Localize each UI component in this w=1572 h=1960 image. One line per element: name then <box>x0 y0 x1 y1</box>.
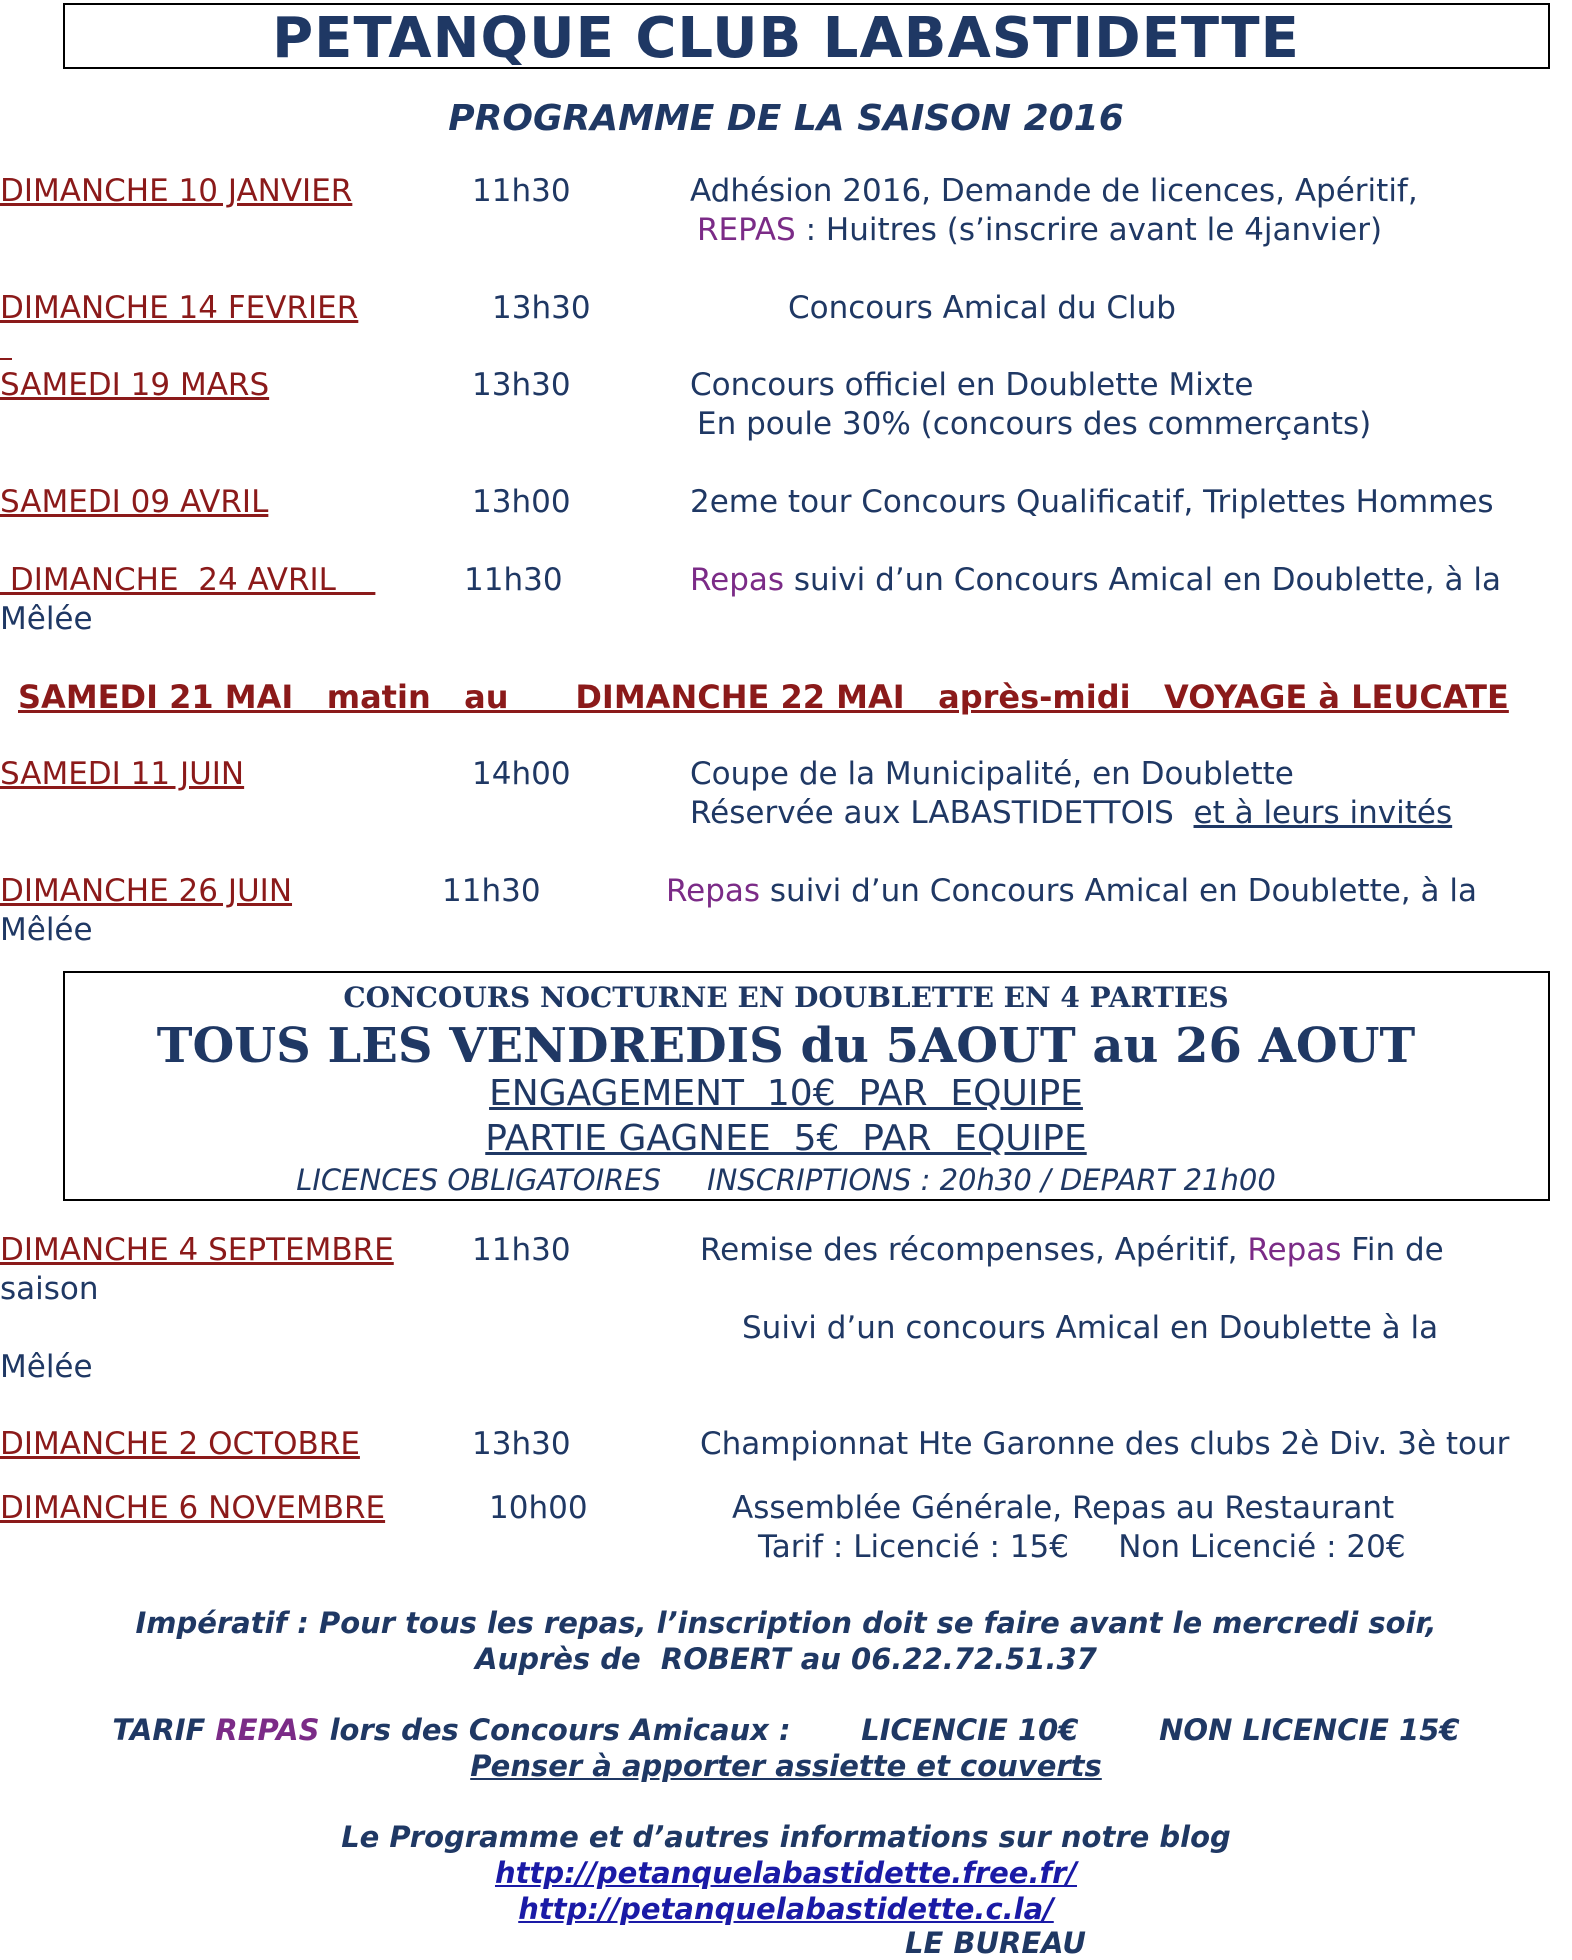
event-time-apr9: 13h00 <box>472 484 571 520</box>
event-desc-apr9: 2eme tour Concours Qualificatif, Triplettes Hommes <box>690 484 1494 520</box>
nocturne-line4: PARTIE GAGNEE 5€ PAR EQUIPE <box>485 1118 1087 1159</box>
underline-mark <box>0 358 12 360</box>
event-date-jun11: SAMEDI 11 JUIN <box>0 756 245 792</box>
event-time-jun11: 14h00 <box>472 756 571 792</box>
event-date-nov: DIMANCHE 6 NOVEMBRE <box>0 1490 386 1526</box>
blog-link-free[interactable]: http://petanquelabastidette.free.fr/ <box>494 1856 1077 1890</box>
repas-highlight: Repas <box>1247 1232 1342 1268</box>
event-desc-sep-end: Fin de <box>1341 1232 1444 1268</box>
event-time-jan: 11h30 <box>472 173 571 209</box>
event-date-jan: DIMANCHE 10 JANVIER <box>0 173 353 209</box>
tarif-prefix: TARIF <box>112 1713 216 1747</box>
event-time-apr24: 11h30 <box>464 562 563 598</box>
event-desc-nov: Assemblée Générale, Repas au Restaurant <box>732 1490 1395 1526</box>
event-desc-oct: Championnat Hte Garonne des clubs 2è Div. 3è tour <box>700 1426 1510 1462</box>
event-desc-feb: Concours Amical du Club <box>788 290 1176 326</box>
event-date-oct: DIMANCHE 2 OCTOBRE <box>0 1426 360 1462</box>
event-desc-jun26-text: suivi d’un Concours Amical en Doublette, à la <box>760 873 1477 909</box>
event-desc2-jan <box>697 212 1382 248</box>
nocturne-line1: CONCOURS NOCTURNE EN DOUBLETTE EN 4 PARTIES <box>343 981 1229 1014</box>
nocturne-line5: LICENCES OBLIGATOIRES INSCRIPTIONS : 20h30 / DEPART 21h00 <box>296 1163 1276 1197</box>
signature-bureau: LE BUREAU <box>905 1926 1086 1960</box>
tarif-repas-line <box>0 1713 1572 1747</box>
event-date-jun26: DIMANCHE 26 JUIN <box>0 873 293 909</box>
event-desc-sep-text: Remise des récompenses, Apéritif, <box>700 1232 1248 1268</box>
event-desc2-sep: saison <box>0 1271 99 1307</box>
blog-line: Le Programme et d’autres informations sur notre blog <box>341 1820 1231 1854</box>
event-desc2-mar: En poule 30% (concours des commerçants) <box>697 406 1372 442</box>
event-desc-apr24 <box>690 562 1501 598</box>
nocturne-line3: ENGAGEMENT 10€ PAR EQUIPE <box>489 1073 1083 1114</box>
tarif-suffix: lors des Concours Amicaux : LICENCIE 10€ NON LICENCIE 15€ <box>319 1713 1460 1747</box>
event-time-sep: 11h30 <box>472 1232 571 1268</box>
event-desc2-jun11 <box>690 795 1452 831</box>
event-desc2-jun11-underlined: et à leurs invités <box>1193 795 1453 831</box>
event-desc-mar: Concours officiel en Doublette Mixte <box>690 367 1254 403</box>
nocturne-line2: TOUS LES VENDREDIS du 5AOUT au 26 AOUT <box>156 1018 1416 1074</box>
event-time-feb: 13h30 <box>492 290 591 326</box>
repas-highlight: Repas <box>666 873 761 909</box>
event-time-jun26: 11h30 <box>442 873 541 909</box>
event-desc2-apr24: Mêlée <box>0 601 93 637</box>
event-desc2-jan-text: : Huitres (s’inscrire avant le 4janvier) <box>795 212 1383 248</box>
event-desc2-jun26: Mêlée <box>0 912 93 948</box>
event-desc-jun26 <box>666 873 1477 909</box>
event-time-mar: 13h30 <box>472 367 571 403</box>
event-date-sep: DIMANCHE 4 SEPTEMBRE <box>0 1232 394 1268</box>
event-time-oct: 13h30 <box>472 1426 571 1462</box>
event-date-apr24: DIMANCHE 24 AVRIL <box>0 562 376 598</box>
event-date-mar: SAMEDI 19 MARS <box>0 367 270 403</box>
imperatif-line2: Auprès de ROBERT au 06.22.72.51.37 <box>475 1642 1097 1676</box>
event-voyage-may: SAMEDI 21 MAI matin au DIMANCHE 22 MAI après-midi VOYAGE à LEUCATE <box>18 678 1509 716</box>
event-desc-sep <box>700 1232 1444 1268</box>
penser-line: Penser à apporter assiette et couverts <box>470 1749 1102 1783</box>
event-date-apr9: SAMEDI 09 AVRIL <box>0 484 269 520</box>
blog-link-cla[interactable]: http://petanquelabastidette.c.la/ <box>518 1892 1054 1926</box>
event-desc4-sep: Mêlée <box>0 1349 93 1385</box>
event-date-feb: DIMANCHE 14 FEVRIER <box>0 290 359 326</box>
imperatif-line1: Impératif : Pour tous les repas, l’inscription doit se faire avant le mercredi soir, <box>135 1606 1437 1640</box>
repas-highlight: Repas <box>690 562 785 598</box>
repas-highlight: REPAS <box>697 212 796 248</box>
event-desc2-jun11-text: Réservée aux LABASTIDETTOIS <box>690 795 1194 831</box>
repas-highlight: REPAS <box>215 1713 320 1747</box>
event-desc-jun11: Coupe de la Municipalité, en Doublette <box>690 756 1294 792</box>
page-title: PETANQUE CLUB LABASTIDETTE <box>272 6 1300 71</box>
event-time-nov: 10h00 <box>489 1490 588 1526</box>
event-desc3-sep: Suivi d’un concours Amical en Doublette à la <box>742 1310 1439 1346</box>
page-subtitle: PROGRAMME DE LA SAISON 2016 <box>448 98 1124 139</box>
event-desc2-nov: Tarif : Licencié : 15€ Non Licencié : 20€ <box>758 1529 1406 1565</box>
event-desc-jan: Adhésion 2016, Demande de licences, Apéritif, <box>690 173 1418 209</box>
event-desc-apr24-text: suivi d’un Concours Amical en Doublette, à la <box>784 562 1501 598</box>
